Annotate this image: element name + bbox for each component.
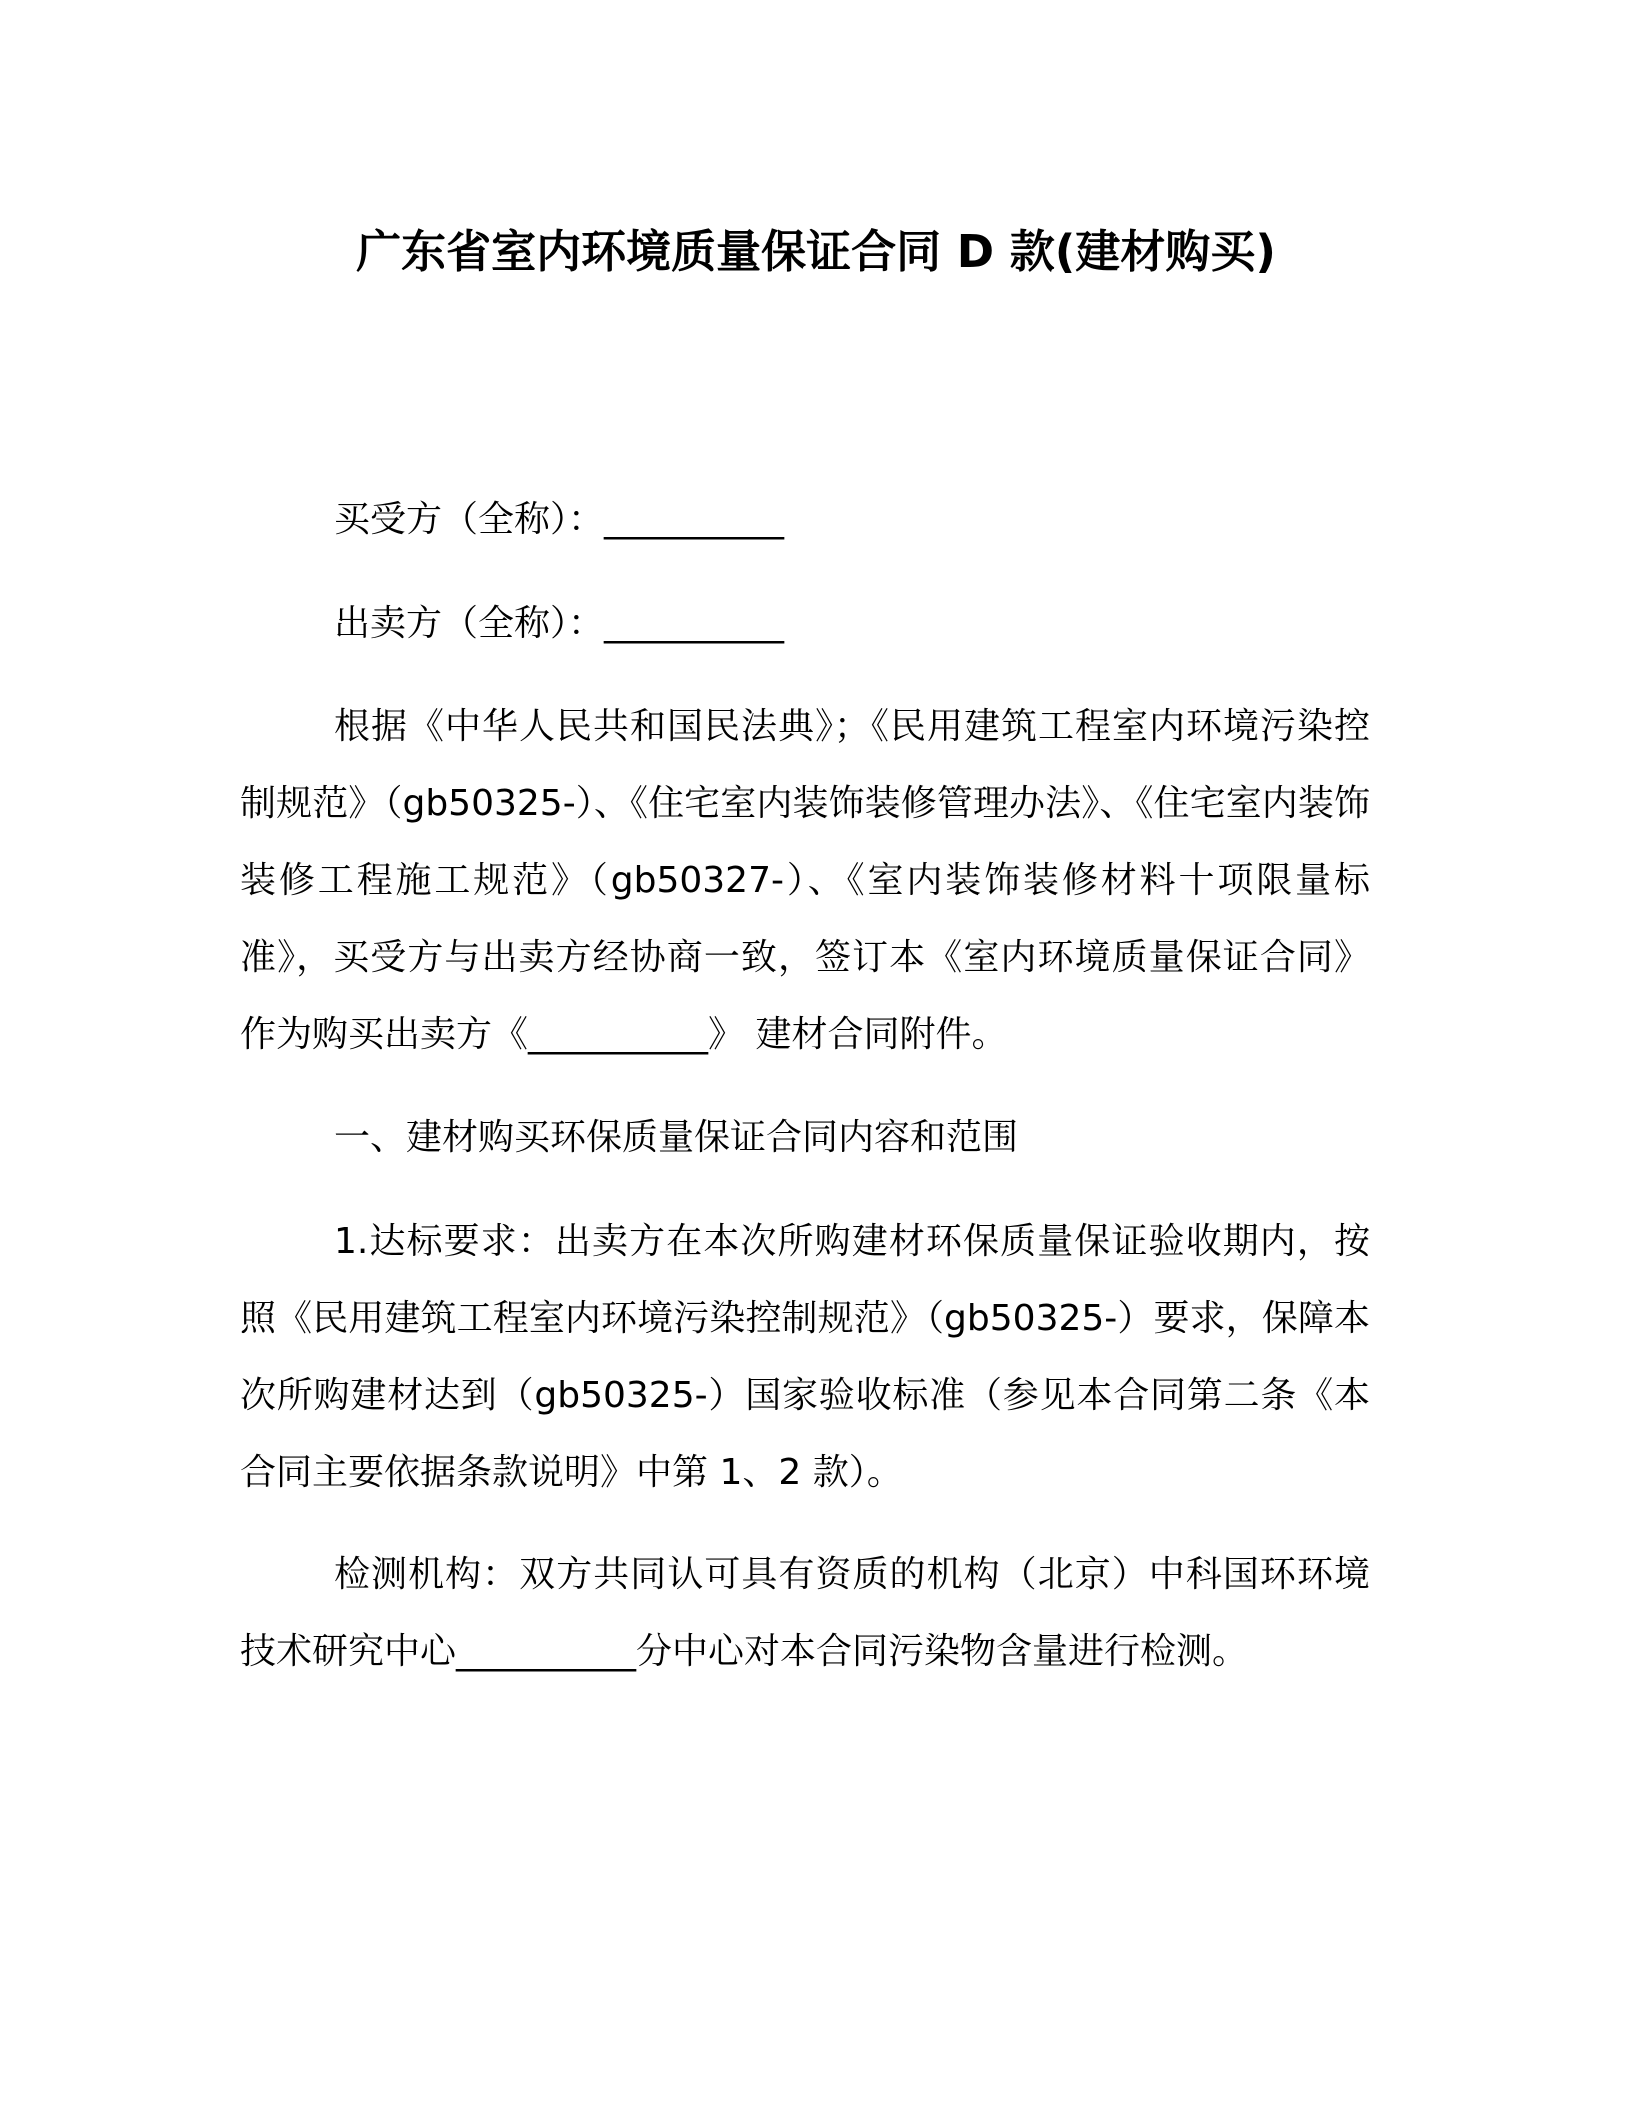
seller-name-line: 出卖方（全称）：__________ (334, 603, 785, 644)
document-title: 广东省室内环境质量保证合同 D 款(建材购买) (356, 225, 1276, 278)
buyer-name-line: 买受方（全称）：__________ (334, 499, 785, 540)
intro-paragraph: 根据《中华人民共和国民法典》；《民用建筑工程室内环境污染控制规范》（gb50325-）、《住宅室内装饰装修管理办法》、《住宅室内装饰装修工程施工规范》（gb50327-）、《室内装饰装修材料十项限量标准》，买受方与出卖方经协商一致，签订本《室内环境质量保证合同》作为购买出卖方《__________》 建材合同附件。 (240, 706, 1370, 1055)
section-1-heading: 一、建材购买环保质量保证合同内容和范围 (334, 1117, 1019, 1158)
testing-agency-paragraph: 检测机构：双方共同认可具有资质的机构（北京）中科国环环境技术研究中心__________分中心对本合同污染物含量进行检测。 (240, 1554, 1370, 1672)
clause-1-paragraph: 1.达标要求：出卖方在本次所购建材环保质量保证验收期内，按照《民用建筑工程室内环境污染控制规范》（gb50325-）要求，保障本次所购建材达到（gb50325-）国家验收标准（参见本合同第二条《本合同主要依据条款说明》中第 1、2 款）。 (240, 1221, 1370, 1493)
